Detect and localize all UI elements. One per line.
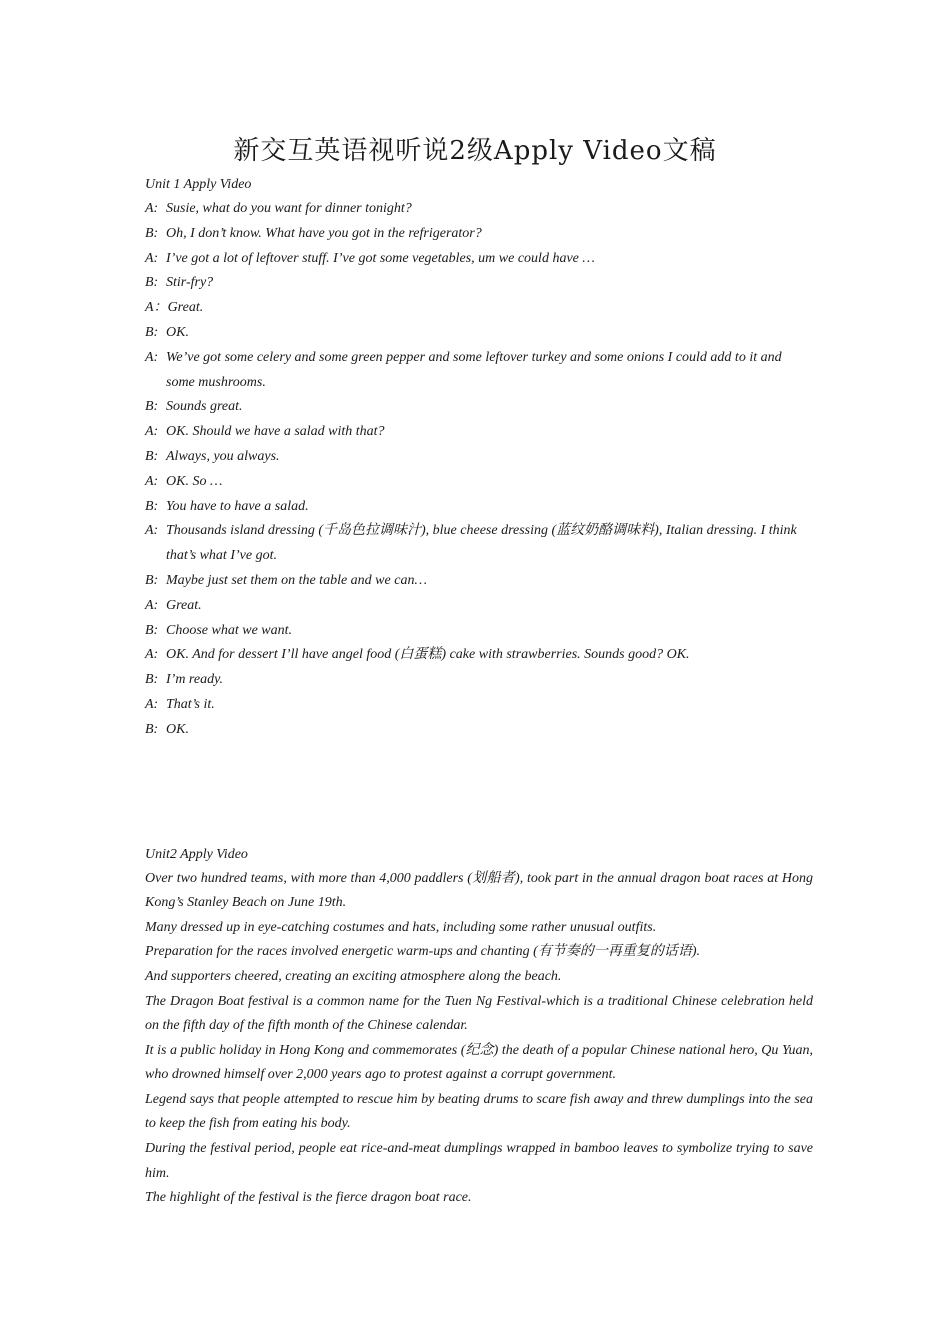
unit1-heading: Unit 1 Apply Video	[145, 177, 252, 192]
dialogue-line	[145, 395, 813, 420]
dialogue-line	[145, 643, 813, 668]
speaker-label: B:	[145, 225, 159, 241]
dialogue-text: Stir-fry?	[166, 275, 214, 291]
dialogue-text: Thousands island dressing (千岛色拉调味汁), blue cheese dressing (蓝纹奶酪调味料), Italian dressing. I think that’s what I’ve got.	[166, 523, 797, 564]
dialogue-text: You have to have a salad.	[166, 498, 309, 514]
dialogue-line	[145, 594, 813, 619]
dialogue-line	[145, 247, 813, 272]
transcript-paragraph: Many dressed up in eye-catching costumes and hats, including some rather unusual outfits.	[145, 919, 657, 935]
dialogue-text: OK. Should we have a salad with that?	[166, 424, 385, 440]
speaker-label: B:	[145, 399, 159, 415]
speaker-label: B:	[145, 721, 159, 737]
speaker-label: B:	[145, 498, 159, 514]
dialogue-line	[145, 668, 813, 693]
document-title: 新交互英语视听说2级Apply Video文稿	[233, 136, 717, 166]
transcript-paragraph: Legend says that people attempted to rescue him by beating drums to scare fish away and threw dumplings into the sea to keep the fish from eating his body.	[145, 1091, 813, 1132]
transcript-paragraph: Over two hundred teams, with more than 4,000 paddlers (划船者), took part in the annual dragon boat races at Hong Kong’s Stanley Beach on June 19th.	[145, 870, 813, 911]
transcript-paragraph: During the festival period, people eat rice-and-meat dumplings wrapped in bamboo leaves to symbolize trying to save him.	[145, 1141, 813, 1181]
dialogue-line	[145, 271, 813, 296]
transcript-paragraph: Preparation for the races involved energetic warm-ups and chanting (有节奏的一再重复的话语).	[145, 944, 700, 960]
dialogue-line	[145, 222, 813, 247]
dialogue-line	[145, 197, 813, 222]
speaker-label: A:	[145, 349, 159, 365]
dialogue-line	[145, 445, 813, 470]
dialogue-text: That’s it.	[166, 696, 215, 712]
dialogue-text: Oh, I don’t know. What have you got in the refrigerator?	[166, 225, 482, 241]
unit2-transcript	[145, 867, 813, 1211]
dialogue-line	[145, 569, 813, 594]
speaker-label: B:	[145, 672, 159, 688]
dialogue-line	[145, 420, 813, 445]
speaker-label: A:	[145, 523, 159, 539]
dialogue-text: I’m ready.	[166, 672, 224, 688]
transcript-paragraph: The highlight of the festival is the fierce dragon boat race.	[145, 1190, 472, 1206]
speaker-label: B:	[145, 448, 159, 464]
unit2-heading: Unit2 Apply Video	[145, 846, 248, 862]
dialogue-line	[145, 718, 813, 743]
speaker-label: A:	[145, 696, 159, 712]
dialogue-text: Great.	[166, 597, 202, 613]
speaker-label: B:	[145, 572, 159, 588]
dialogue-text: Sounds great.	[166, 399, 243, 415]
speaker-label: A：	[145, 300, 168, 316]
speaker-label: A:	[145, 597, 159, 613]
dialogue-text: Great.	[167, 300, 204, 316]
dialogue-text: Always, you always.	[166, 448, 280, 464]
dialogue-line	[145, 519, 813, 569]
dialogue-text: OK.	[166, 721, 189, 737]
dialogue-text: OK. So …	[166, 473, 223, 489]
speaker-label: B:	[145, 275, 159, 291]
transcript-paragraph: The Dragon Boat festival is a common name for the Tuen Ng Festival-which is a traditional Chinese celebration held on the fifth day of the fifth month of the Chinese calendar.	[145, 993, 813, 1034]
dialogue-text: I’ve got a lot of leftover stuff. I’ve got some vegetables, um we could have …	[166, 250, 595, 266]
dialogue-line	[145, 495, 813, 520]
transcript-paragraph: It is a public holiday in Hong Kong and commemorates (纪念) the death of a popular Chinese national hero, Qu Yuan, who drowned himself over 2,000 years ago to protest against a corrupt government.	[145, 1042, 813, 1083]
dialogue-line	[145, 321, 813, 346]
speaker-label: A:	[145, 424, 159, 440]
speaker-label: A:	[145, 201, 159, 216]
speaker-label: B:	[145, 324, 159, 340]
speaker-label: A:	[145, 473, 159, 489]
unit1-dialogue	[145, 197, 813, 743]
dialogue-text: Maybe just set them on the table and we can…	[166, 572, 427, 588]
dialogue-text: Choose what we want.	[166, 622, 293, 638]
dialogue-line	[145, 619, 813, 644]
dialogue-text: OK.	[166, 324, 189, 340]
dialogue-line	[145, 693, 813, 718]
document-body	[145, 173, 813, 1211]
dialogue-text: Susie, what do you want for dinner tonight?	[166, 201, 412, 216]
speaker-label: A:	[145, 250, 159, 266]
dialogue-line	[145, 470, 813, 495]
dialogue-text: We’ve got some celery and some green pepper and some leftover turkey and some onions I could add to it and some mushrooms.	[166, 349, 782, 390]
dialogue-line	[145, 296, 813, 321]
speaker-label: B:	[145, 622, 159, 638]
dialogue-line	[145, 346, 813, 396]
dialogue-text: OK. And for dessert I’ll have angel food (白蛋糕) cake with strawberries. Sounds good? OK.	[166, 647, 690, 663]
section-gap	[145, 743, 813, 843]
transcript-paragraph: And supporters cheered, creating an exciting atmosphere along the beach.	[145, 968, 562, 984]
speaker-label: A:	[145, 647, 159, 663]
